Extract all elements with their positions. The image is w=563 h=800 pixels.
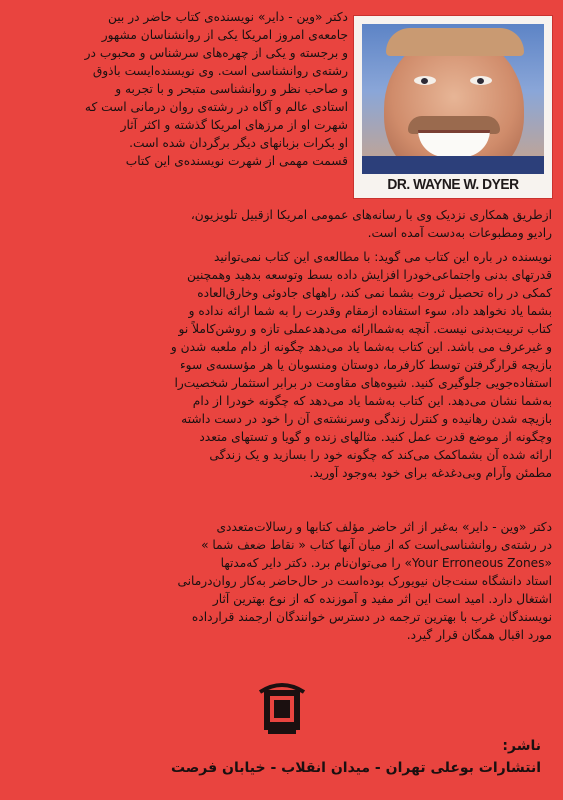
text-line: و غیرعرف می باشد. این کتاب به‌شما یاد می‌دهد چگونه از دام ملعبه شدن و — [170, 340, 552, 354]
text-line: نویسنده در باره این کتاب می گوید: با مطالعه‌ی این کتاب نمی‌توانید — [214, 250, 552, 264]
paragraph-1-continued — [22, 206, 552, 242]
publisher-address: انتشارات بوعلی تهران - میدان انقلاب - خیابان فرصت — [170, 760, 541, 776]
left-eye — [414, 76, 436, 85]
text-line: نویسندگان غرب با بهترین ترجمه در دسترس خوانندگان ارجمند قرارداده — [191, 610, 552, 624]
text-line: قدرتهای بدنی واجتماعی‌خودرا افزایش داده بسط وتوسعه بدهید وهمچنین — [187, 268, 552, 282]
text-line: استفاده‌جویی جلوگیری کنید. شیوه‌های مقاومت در برابر استثمار شخصیت‌را — [174, 376, 552, 390]
text-line: و برجسته و یکی از چهره‌های سرشناس و محبوب در — [84, 46, 348, 60]
text-line: دکتر «وین - دایر» به‌غیر از اثر حاضر مؤلف کتابها و رسالات‌متعددی — [216, 520, 552, 534]
publisher-label: ناشر: — [502, 738, 541, 754]
text-line: دکتر «وین - دایر» نویسنده‌ی کتاب حاضر در بین — [107, 10, 348, 24]
paragraph-1 — [22, 8, 348, 170]
publisher-logo — [258, 680, 306, 736]
text-line: به‌شما نشان می‌دهد. این کتاب به‌شما یاد می‌دهد که چگونه خودرا از دام — [192, 394, 552, 408]
text-line: و صاحب نظر و روانشناسی متبحر و با تجربه و — [115, 82, 348, 96]
text-line: کتاب تربیت‌بدنی نیست. آنچه به‌شماارائه می‌دهدعملی تازه و روشن‌کاملاً نو — [178, 322, 552, 336]
text-line: جامعه‌ی امروز امریکا یکی از روانشناسان مشهور — [101, 28, 348, 42]
text-line: «Your Erroneous Zones» را می‌توان‌نام برد. دکتر دایر که‌مدتها — [220, 556, 552, 570]
text-line: در رشته‌ی روانشناسی‌است که از میان آنها کتاب « نقاط ضعف شما » — [201, 538, 552, 552]
paragraph-2 — [22, 248, 552, 482]
text-line: او بکرات بزبانهای دیگر برگردان شده است. — [129, 136, 348, 150]
text-line: وچگونه از موضع قدرت عمل کنید. مثالهای زنده و گویا و تستهای متعدد — [199, 430, 552, 444]
text-line: بازیچه قرارگرفتن توسط کارفرما، دوستان ومنسوبان یا هر مؤسسه‌ی سوء — [179, 358, 552, 372]
text-line: کمکی در راه تحصیل ثروت بشما نمی کند، راههای جادوئی وخارق‌العاده — [197, 286, 552, 300]
text-line: ازطریق همکاری نزدیک وی با رسانه‌های عمومی امریکا ازقبیل تلویزیون، — [190, 208, 552, 222]
author-collar — [362, 156, 544, 174]
author-hair — [386, 28, 524, 56]
author-photo-caption: DR. WAYNE W. DYER — [387, 176, 519, 193]
text-line: استاد دانشگاه سنت‌جان نیویورک بوده‌است در حال‌حاضر به‌کار روان‌درمانی — [177, 574, 552, 588]
text-line: بازیچه شدن رهانیده و کنترل زندگی وسرنشته‌ی آن را خود در دست داشته — [181, 412, 552, 426]
author-photo-frame — [354, 16, 552, 198]
text-line: ارائه شده آن بشماکمک می‌کند که چگونه خود را بسازید و یک زندگی — [209, 448, 552, 462]
text-line: شهرت او از مرزهای امریکا گذشته و اکثر آثار — [120, 118, 348, 132]
text-line: اشتغال دارد. امید است این اثر مفید و آموزنده که از نوع بهترین آثار — [212, 592, 552, 606]
text-line: مورد اقبال همگان قرار گیرد. — [406, 628, 552, 642]
text-line: رادیو ومطبوعات به‌دست آمده است. — [367, 226, 552, 240]
right-eye — [470, 76, 492, 85]
text-line: قسمت مهمی از شهرت نویسنده‌ی این کتاب — [125, 154, 348, 168]
text-line: بشما یاد نخواهد داد، سوء استفاده ازمقام وقدرت را به شما ارائه نداده و — [188, 304, 552, 318]
author-photo — [362, 24, 544, 174]
text-line: رشته‌ی روانشناسی است. وی نویسنده‌ایست باذوق — [92, 64, 348, 78]
paragraph-3 — [22, 518, 552, 644]
text-line: مطمئن وآرام وبی‌دغدغه برای خود به‌وجود آورید. — [309, 466, 552, 480]
text-line: استادی عالم و آگاه در رشته‌ی روان درمانی است که — [84, 100, 348, 114]
